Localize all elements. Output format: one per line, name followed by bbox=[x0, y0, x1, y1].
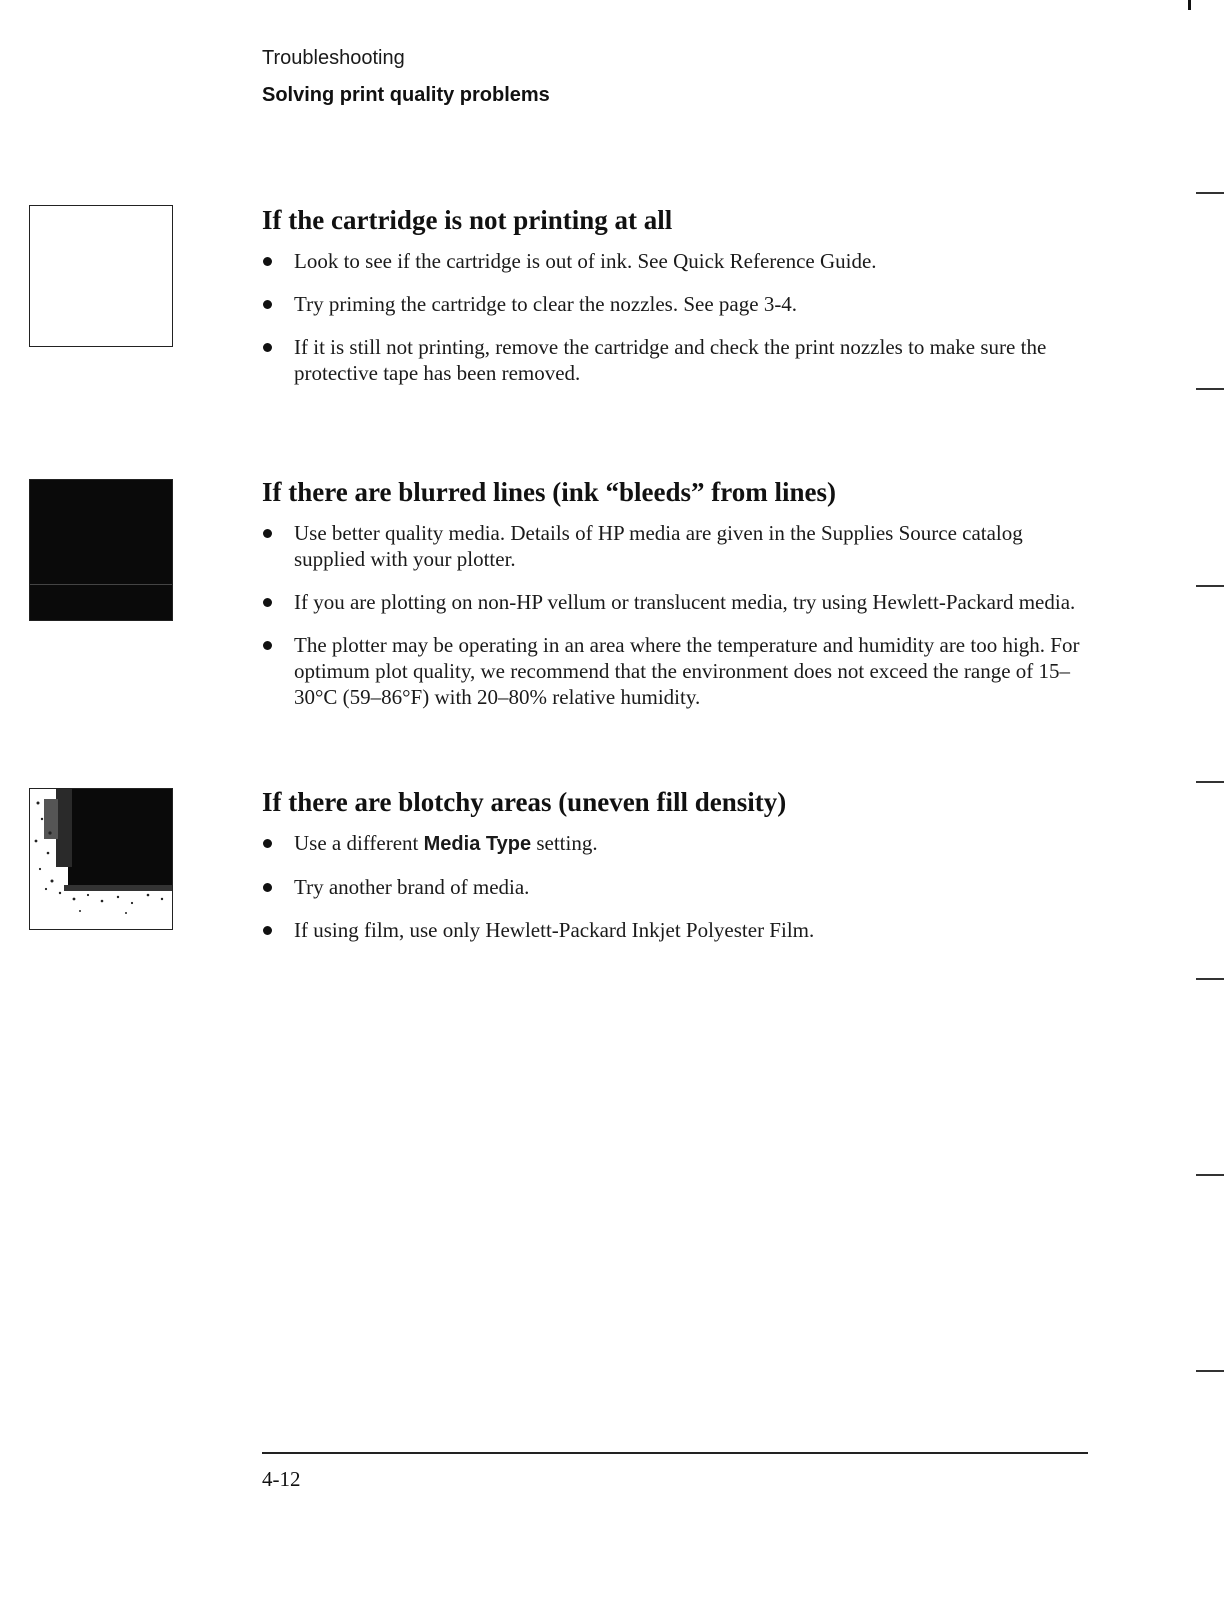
bullet-icon bbox=[263, 641, 272, 650]
bullet-icon bbox=[263, 257, 272, 266]
edge-tick-mark bbox=[1196, 781, 1224, 783]
bullet-list bbox=[262, 520, 1082, 710]
list-item: Try another brand of media. bbox=[262, 874, 1082, 900]
section-heading: If there are blurred lines (ink “bleeds” from lines) bbox=[262, 477, 836, 507]
section-heading: If there are blotchy areas (uneven fill density) bbox=[262, 787, 787, 817]
running-header-section: Solving print quality problems bbox=[262, 84, 550, 106]
edge-tick-mark bbox=[1196, 192, 1224, 194]
list-item: The plotter may be operating in an area where the temperature and humidity are too high. For optimum plot quality, we recommend that the environment does not exceed the range of 15–30°C (59–86°F) with 20–80% relative humidity. bbox=[262, 632, 1082, 710]
list-item: Look to see if the cartridge is out of ink. See Quick Reference Guide. bbox=[262, 248, 1082, 274]
section-blurred-lines bbox=[262, 476, 1082, 727]
edge-tick-mark bbox=[1196, 1370, 1224, 1372]
bullet-icon bbox=[263, 343, 272, 352]
scan-corner-mark bbox=[1188, 0, 1191, 10]
media-type-setting-name: Media Type bbox=[423, 833, 532, 855]
section-heading: If the cartridge is not printing at all bbox=[262, 205, 673, 235]
blotchy-fill-graphic bbox=[30, 789, 173, 930]
sample-seam-line bbox=[30, 584, 172, 585]
list-item: Use a different Media Type setting. bbox=[262, 830, 1082, 857]
list-item: If using film, use only Hewlett-Packard Inkjet Polyester Film. bbox=[262, 917, 1082, 943]
bullet-icon bbox=[263, 300, 272, 309]
edge-tick-mark bbox=[1196, 1174, 1224, 1176]
edge-tick-mark bbox=[1196, 978, 1224, 980]
list-item: Use better quality media. Details of HP media are given in the Supplies Source catalog supplied with your plotter. bbox=[262, 520, 1082, 572]
edge-tick-mark bbox=[1196, 585, 1224, 587]
bullet-icon bbox=[263, 529, 272, 538]
edge-tick-mark bbox=[1196, 388, 1224, 390]
section-cartridge-not-printing bbox=[262, 204, 1082, 403]
list-item: Try priming the cartridge to clear the nozzles. See page 3-4. bbox=[262, 291, 1082, 317]
bullet-icon bbox=[263, 926, 272, 935]
bullet-icon bbox=[263, 839, 272, 848]
sample-blurred-lines-image bbox=[29, 479, 173, 621]
page-number: 4-12 bbox=[262, 1467, 301, 1491]
sample-blotchy-areas-image bbox=[29, 788, 173, 930]
bullet-icon bbox=[263, 883, 272, 892]
sample-no-printing-image bbox=[29, 205, 173, 347]
section-blotchy-areas bbox=[262, 786, 1082, 960]
footer-rule bbox=[262, 1452, 1088, 1454]
bullet-icon bbox=[263, 598, 272, 607]
bullet-list bbox=[262, 248, 1082, 386]
list-item: If it is still not printing, remove the cartridge and check the print nozzles to make sure the protective tape has been removed. bbox=[262, 334, 1082, 386]
running-header-chapter: Troubleshooting bbox=[262, 47, 405, 69]
bullet-list bbox=[262, 830, 1082, 943]
list-item: If you are plotting on non-HP vellum or translucent media, try using Hewlett-Packard media. bbox=[262, 589, 1082, 615]
